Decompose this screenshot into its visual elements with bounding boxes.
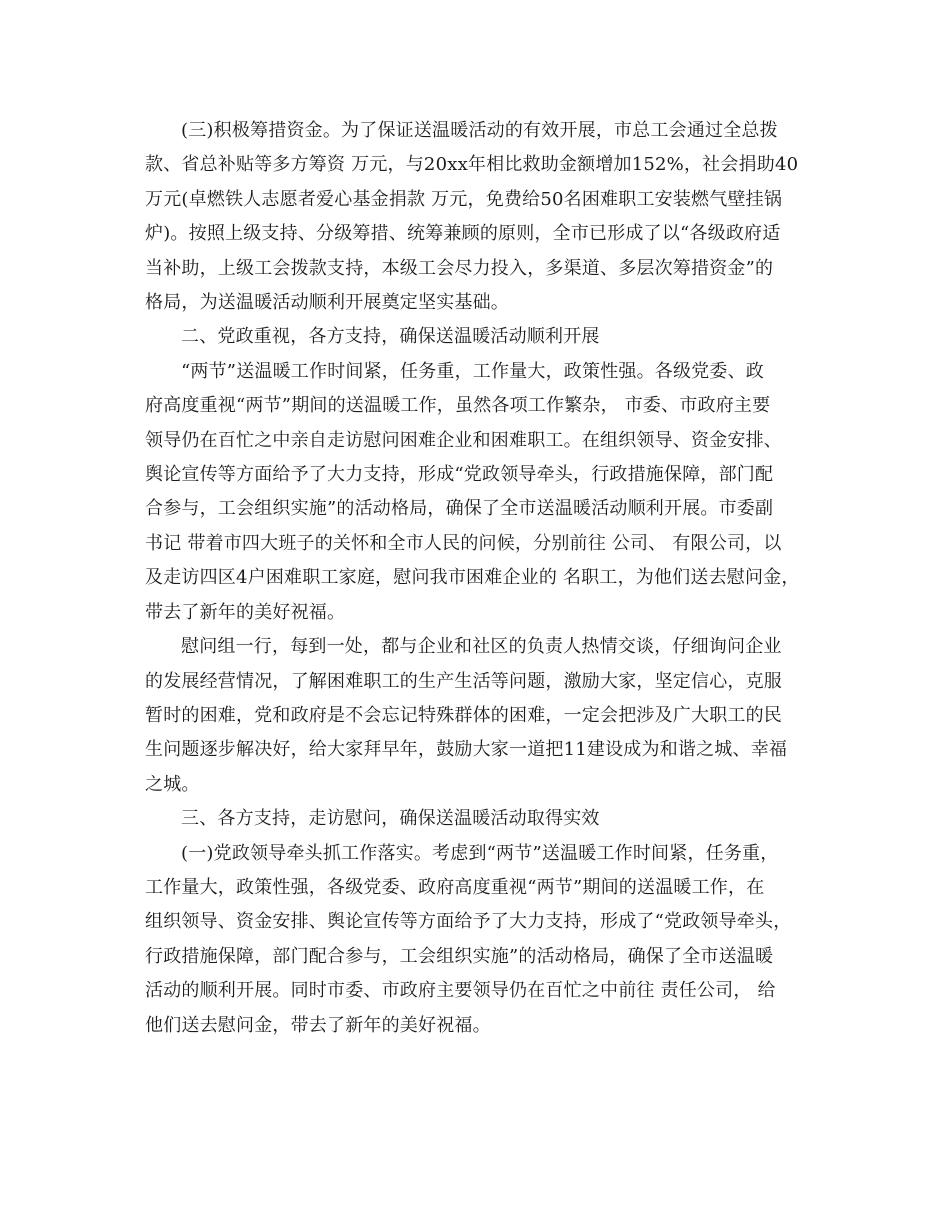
text-line: 暂时的困难，党和政府是不会忘记特殊群体的困难，一定会把涉及广大职工的民 bbox=[145, 704, 782, 726]
text-line: 行政措施保障，部门配合参与，工会组织实施”的活动格局，确保了全市送温暖 bbox=[145, 945, 774, 967]
text-line: 慰问组一行，每到一处，都与企业和社区的负责人热情交谈，仔细询问企业 bbox=[181, 636, 782, 658]
text-line: 舆论宣传等方面给予了大力支持，形成“党政领导牵头，行政措施保障，部门配 bbox=[145, 464, 774, 486]
text-line: 领导仍在百忙之中亲自走访慰问困难企业和困难职工。在组织领导、资金安排、 bbox=[145, 429, 782, 451]
text-line: 活动的顺利开展。同时市委、市政府主要领导仍在百忙之中前往 责任公司， 给 bbox=[145, 980, 776, 1002]
text-line: 格局，为送温暖活动顺利开展奠定坚实基础。 bbox=[145, 292, 509, 314]
text-line: 炉)。按照上级支持、分级筹措、统筹兼顾的原则，全市已形成了以“各级政府适 bbox=[145, 223, 781, 245]
text-line: 二、党政重视，各方支持，确保送温暖活动顺利开展 bbox=[181, 326, 600, 348]
document-body bbox=[145, 114, 805, 1043]
text-line: 及走访四区4户困难职工家庭，慰问我市困难企业的 名职工，为他们送去慰问金， bbox=[145, 567, 800, 589]
text-line: 三、各方支持，走访慰问，确保送温暖活动取得实效 bbox=[181, 808, 600, 830]
text-line: (三)积极筹措资金。为了保证送温暖活动的有效开展，市总工会通过全总拨 bbox=[181, 120, 778, 141]
text-line: (一)党政领导牵头抓工作落实。考虑到“两节”送温暖工作时间紧，任务重， bbox=[181, 842, 779, 864]
text-line: 带去了新年的美好祝福。 bbox=[145, 601, 346, 623]
text-line: 之城。 bbox=[145, 773, 200, 795]
text-line: 书记 带着市四大班子的关怀和全市人民的问候，分别前往 公司、 有限公司，以 bbox=[145, 532, 782, 554]
text-line: 款、省总补贴等多方筹资 万元，与20xx年相比救助金额增加152%，社会捐助40 bbox=[145, 154, 799, 176]
text-line: 当补助，上级工会拨款支持，本级工会尽力投入，多渠道、多层次筹措资金”的 bbox=[145, 257, 774, 279]
text-line: 生问题逐步解决好，给大家拜早年，鼓励大家一道把11建设成为和谐之城、幸福 bbox=[145, 739, 788, 761]
text-line: “两节”送温暖工作时间紧，任务重，工作量大，政策性强。各级党委、政 bbox=[181, 360, 765, 382]
text-line: 府高度重视“两节”期间的送温暖工作，虽然各项工作繁杂， 市委、市政府主要 bbox=[145, 395, 771, 417]
text-line: 合参与，工会组织实施”的活动格局，确保了全市送温暖活动顺利开展。市委副 bbox=[145, 498, 774, 520]
text-line: 的发展经营情况，了解困难职工的生产生活等问题，激励大家，坚定信心，克服 bbox=[145, 670, 782, 692]
text-line: 组织领导、资金安排、舆论宣传等方面给予了大力支持，形成了“党政领导牵头， bbox=[145, 911, 792, 933]
text-line: 他们送去慰问金，带去了新年的美好祝福。 bbox=[145, 1014, 491, 1036]
text-line: 万元(卓燃铁人志愿者爱心基金捐款 万元，免费给50名困难职工安装燃气壁挂锅 bbox=[145, 188, 783, 210]
text-line: 工作量大，政策性强，各级党委、政府高度重视“两节”期间的送温暖工作，在 bbox=[145, 876, 765, 898]
